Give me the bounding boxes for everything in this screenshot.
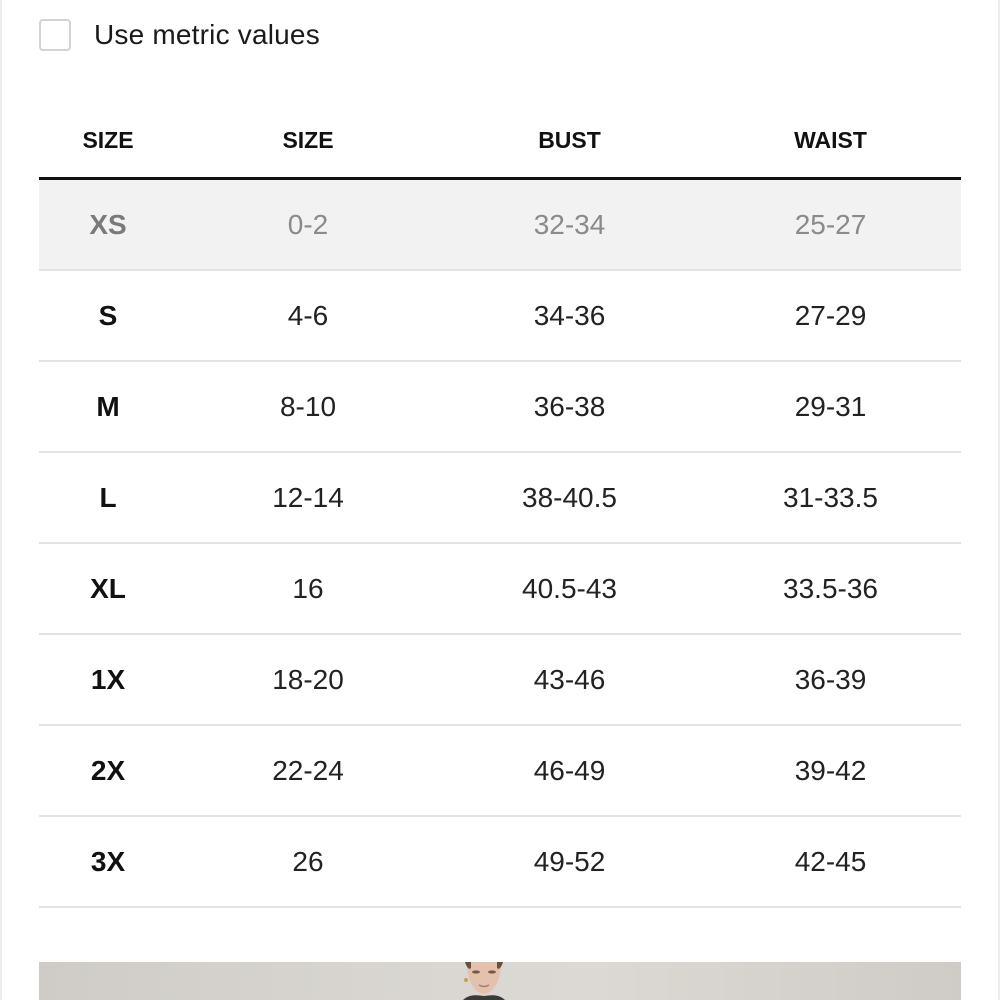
metric-values-toggle[interactable] [39,17,320,53]
row-size-number: 8-10 [279,390,337,422]
row-waist: 36-39 [794,663,867,695]
row-waist: 33.5-36 [783,572,878,604]
row-size-label: L [99,481,117,513]
row-bust: 43-46 [533,663,606,695]
row-size-label: 1X [90,663,126,695]
row-size-number: 4-6 [287,299,329,331]
table-row [39,635,961,726]
size-chart-table [39,104,961,908]
row-size-label: XL [90,572,126,604]
row-size-label: M [96,390,120,422]
table-row [39,271,961,362]
row-size-number: 0-2 [287,208,329,240]
row-waist: 29-31 [794,390,867,422]
row-bust: 40.5-43 [522,572,617,604]
row-waist: 25-27 [794,208,867,240]
row-size-label: 2X [90,754,126,786]
row-size-number: 22-24 [272,754,344,786]
table-row [39,544,961,635]
row-bust: 36-38 [533,390,606,422]
table-header-row [39,104,961,180]
row-waist: 39-42 [794,754,867,786]
row-size-label: XS [89,208,127,240]
table-row [39,726,961,817]
row-bust: 34-36 [533,299,606,331]
header-size-number: SIZE [282,127,334,153]
row-size-number: 26 [292,845,324,877]
row-size-label: S [98,299,118,331]
table-row [39,362,961,453]
row-size-number: 12-14 [272,481,344,513]
model-figure-image [455,962,513,1000]
header-waist: WAIST [794,127,867,153]
row-waist: 27-29 [794,299,867,331]
left-edge-divider [0,0,2,1000]
metric-values-checkbox[interactable] [39,19,71,51]
table-row [39,817,961,908]
row-size-number: 16 [292,572,324,604]
table-row [39,180,961,271]
row-waist: 31-33.5 [783,481,878,513]
header-bust: BUST [538,127,601,153]
table-row [39,453,961,544]
row-size-label: 3X [90,845,126,877]
row-bust: 46-49 [533,754,606,786]
row-size-number: 18-20 [272,663,344,695]
metric-values-label: Use metric values [94,19,320,50]
model-photo [39,962,961,1000]
row-bust: 49-52 [533,845,606,877]
row-bust: 32-34 [533,208,606,240]
row-bust: 38-40.5 [522,481,617,513]
header-size-label: SIZE [82,127,134,153]
row-waist: 42-45 [794,845,867,877]
